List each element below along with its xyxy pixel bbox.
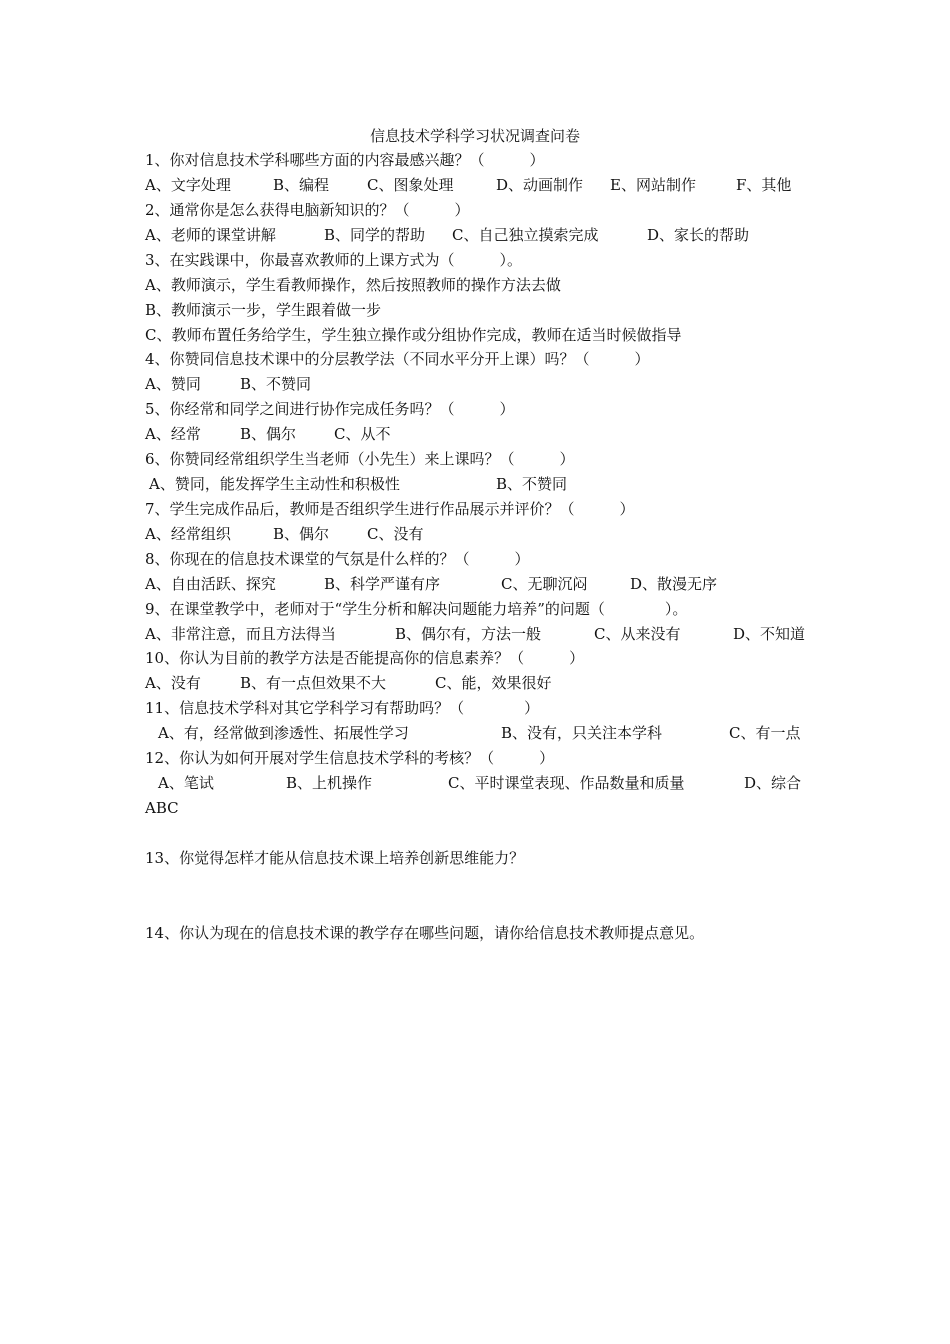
- option-2a: A、老师的课堂讲解: [145, 226, 276, 244]
- question-9: 9、在课堂教学中，老师对于“学生分析和解决问题能力培养”的问题（ ）。: [145, 600, 688, 618]
- option-7a: A、经常组织: [145, 525, 231, 543]
- option-12d: D、综合: [744, 774, 802, 792]
- option-8b: B、科学严谨有序: [324, 575, 441, 593]
- option-3c: C、教师布置任务给学生，学生独立操作或分组协作完成，教师在适当时候做指导: [145, 326, 682, 344]
- option-8c: C、无聊沉闷: [501, 575, 588, 593]
- option-12c: C、平时课堂表现、作品数量和质量: [448, 774, 685, 792]
- question-14: 14、你认为现在的信息技术课的教学存在哪些问题，请你给信息技术教师提点意见。: [145, 924, 705, 942]
- option-7c: C、没有: [367, 525, 424, 543]
- option-1d: D、动画制作: [496, 176, 584, 194]
- option-2d: D、家长的帮助: [647, 226, 750, 244]
- option-7b: B、偶尔: [273, 525, 330, 543]
- question-13: 13、你觉得怎样才能从信息技术课上培养创新思维能力？: [145, 849, 525, 867]
- question-5: 5、你经常和同学之间进行协作完成任务吗？（ ）: [145, 400, 515, 418]
- question-4: 4、你赞同信息技术课中的分层教学法（不同水平分开上课）吗？（ ）: [145, 350, 650, 368]
- option-10b: B、有一点但效果不大: [240, 674, 387, 692]
- option-10c: C、能，效果很好: [435, 674, 552, 692]
- option-3a: A、教师演示，学生看教师操作，然后按照教师的操作方法去做: [145, 276, 561, 294]
- option-9d: D、不知道: [733, 625, 806, 643]
- option-1c: C、图象处理: [367, 176, 454, 194]
- option-9b: B、偶尔有，方法一般: [395, 625, 542, 643]
- option-1f: F、其他: [736, 176, 792, 194]
- question-10: 10、你认为目前的教学方法是否能提高你的信息素养？（ ）: [145, 649, 585, 667]
- option-1e: E、网站制作: [610, 176, 696, 194]
- question-6: 6、你赞同经常组织学生当老师（小先生）来上课吗？（ ）: [145, 450, 575, 468]
- option-12d-continued: ABC: [145, 799, 179, 817]
- option-11c: C、有一点: [729, 724, 801, 742]
- question-1: 1、你对信息技术学科哪些方面的内容最感兴趣？（ ）: [145, 151, 545, 169]
- option-9a: A、非常注意，而且方法得当: [145, 625, 336, 643]
- option-2c: C、自己独立摸索完成: [452, 226, 599, 244]
- option-1a: A、文字处理: [145, 176, 231, 194]
- option-3b: B、教师演示一步，学生跟着做一步: [145, 301, 382, 319]
- option-12a: A、笔试: [158, 774, 214, 792]
- question-12: 12、你认为如何开展对学生信息技术学科的考核？（ ）: [145, 749, 555, 767]
- option-4b: B、不赞同: [240, 375, 312, 393]
- question-3: 3、在实践课中，你最喜欢教师的上课方式为（ ）。: [145, 251, 523, 269]
- question-2: 2、通常你是怎么获得电脑新知识的？（ ）: [145, 201, 470, 219]
- option-5b: B、偶尔: [240, 425, 297, 443]
- option-6a: A、赞同，能发挥学生主动性和积极性: [149, 475, 400, 493]
- option-12b: B、上机操作: [286, 774, 373, 792]
- survey-title: 信息技术学科学习状况调查问卷: [369, 127, 580, 145]
- option-2b: B、同学的帮助: [324, 226, 426, 244]
- option-9c: C、从来没有: [594, 625, 681, 643]
- question-8: 8、你现在的信息技术课堂的气氛是什么样的？（ ）: [145, 550, 530, 568]
- option-11b: B、没有，只关注本学科: [501, 724, 663, 742]
- question-7: 7、学生完成作品后，教师是否组织学生进行作品展示并评价？（ ）: [145, 500, 635, 518]
- option-8a: A、自由活跃、探究: [145, 575, 276, 593]
- option-10a: A、没有: [145, 674, 201, 692]
- option-1b: B、编程: [273, 176, 330, 194]
- question-11: 11、信息技术学科对其它学科学习有帮助吗？（ ）: [145, 699, 540, 717]
- option-6b: B、不赞同: [496, 475, 568, 493]
- option-5c: C、从不: [334, 425, 391, 443]
- option-11a: A、有，经常做到渗透性、拓展性学习: [158, 724, 409, 742]
- option-5a: A、经常: [145, 425, 201, 443]
- option-8d: D、散漫无序: [630, 575, 718, 593]
- option-4a: A、赞同: [145, 375, 201, 393]
